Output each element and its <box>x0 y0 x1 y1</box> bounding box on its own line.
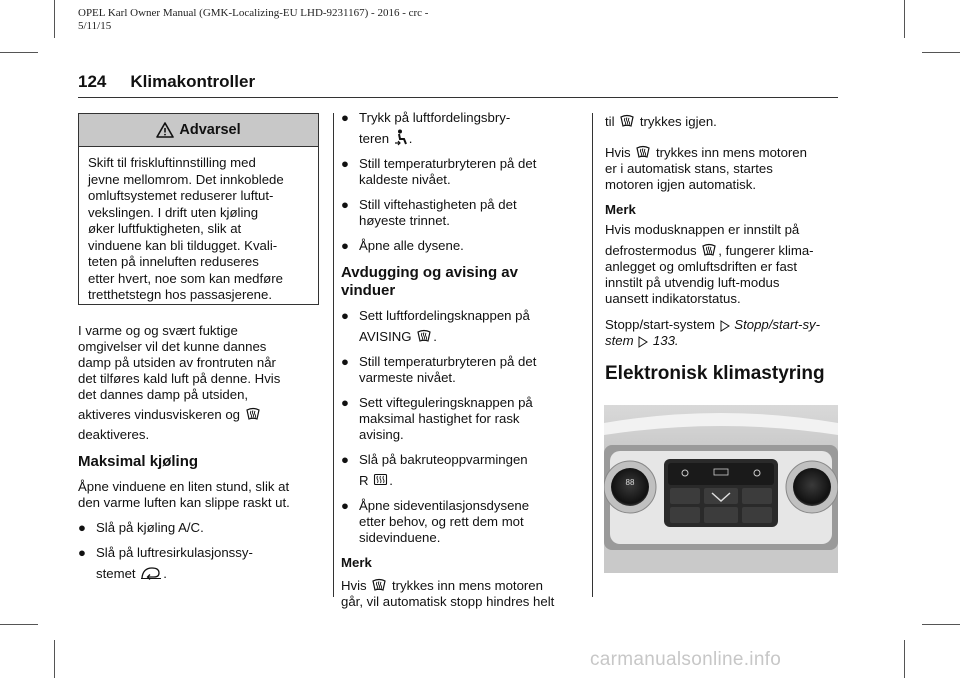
cross-reference-link[interactable]: stem <box>605 333 634 348</box>
text-line: går, vil automatisk stopp hindres helt <box>341 594 555 609</box>
text-line: , fungerer klima- <box>718 243 814 258</box>
paragraph-autostop <box>605 144 845 193</box>
warning-triangle-icon <box>156 122 174 138</box>
text-line: aktiveres vindusviskeren og <box>78 407 240 422</box>
crop-mark <box>922 52 960 53</box>
note-label: Merk <box>605 202 636 217</box>
text-line: er i automatisk stans, startes <box>605 161 773 176</box>
list-item: ● Åpne sideventilasjonsdysene etter behov, og rett dem mot sidevinduene. <box>341 498 530 545</box>
warning-line: jevne mellomrom. Det innkoblede <box>88 171 284 187</box>
warning-line: tretthetstegn hos passasjerene. <box>88 287 273 302</box>
text-line: Åpne vinduene en liten stund, slik at <box>78 479 290 494</box>
list-item-text: sidevinduene. <box>359 530 441 545</box>
column-1 <box>78 323 323 591</box>
list-item-text: . <box>389 473 393 488</box>
cross-reference-page[interactable]: 133. <box>652 333 679 348</box>
list-item: ● Trykk på luftfordelingsbry- teren . <box>341 110 511 146</box>
warning-line: vinduene kan bli tildugget. Kvali- <box>88 237 278 253</box>
warning-line: øker luftfuktigheten, slik at <box>88 221 242 236</box>
list-item-text: Trykk på luftfordelingsbry- <box>359 110 511 125</box>
crop-mark <box>54 0 55 38</box>
list-item: ● Sett luftfordelingsknappen på AVISING . <box>341 308 530 344</box>
windscreen-defrost-icon <box>245 406 261 422</box>
list-item-text: Still temperaturbryteren på det <box>359 156 537 171</box>
header-line-1: OPEL Karl Owner Manual (GMK-Localizing-EU LHD-9231167) - 2016 - crc - <box>78 7 429 19</box>
column-divider <box>333 113 334 597</box>
document-header <box>78 7 498 33</box>
text-line: Stopp/start-system <box>605 317 715 332</box>
temperature-display: 88 <box>625 478 635 487</box>
windscreen-defrost-icon <box>371 577 387 593</box>
list-item-text: Still temperaturbryteren på det <box>359 354 537 369</box>
text-line: den varme luften kan slippe raskt ut. <box>78 495 290 510</box>
warning-line: omluftsystemet reduserer luftut- <box>88 188 274 203</box>
crop-mark <box>922 624 960 625</box>
column-3 <box>605 113 845 393</box>
text-line: deaktiveres. <box>78 427 150 442</box>
warning-line: Skift til friskluftinnstilling med <box>88 155 256 170</box>
list-item-text: Sett vifteguleringsknappen på <box>359 395 533 410</box>
heading-line: Avdugging og avising av <box>341 264 518 281</box>
crop-mark <box>0 624 38 625</box>
list-item-text: stemet <box>96 566 136 581</box>
text-line: trykkes inn mens motoren <box>656 145 807 160</box>
list-item-text: Slå på bakruteoppvarmingen <box>359 452 528 467</box>
text-line: Hvis <box>341 578 367 593</box>
note-label: Merk <box>341 555 372 570</box>
crop-mark <box>0 52 38 53</box>
text-line: damp på utsiden av frontruten når <box>78 355 276 370</box>
list-item: ● Still viftehastigheten på det høyeste trinnet. <box>341 197 517 228</box>
list-item-text: kaldeste nivået. <box>359 172 451 187</box>
list-item-text: etter behov, og rett dem mot <box>359 514 524 529</box>
section-heading-electronic-climate: Elektronisk klimastyring <box>605 363 825 384</box>
warning-line: teten på inneluften reduseres <box>88 254 259 269</box>
text-line: trykkes inn mens motoren <box>392 578 543 593</box>
page-reference-arrow-icon <box>638 336 648 348</box>
page-reference-arrow-icon <box>720 320 730 332</box>
note-paragraph <box>605 222 845 307</box>
text-line: Hvis modusknappen er innstilt på <box>605 222 800 237</box>
cross-reference-link[interactable]: Stopp/start-sy- <box>734 317 821 332</box>
text-line: I varme og og svært fuktige <box>78 323 238 338</box>
climate-panel-illustration <box>604 405 838 573</box>
list-item: ● Sett vifteguleringsknappen på maksimal hastighet for rask avising. <box>341 395 533 442</box>
list-item: ● Åpne alle dysene. <box>341 238 464 253</box>
warning-box <box>78 113 319 305</box>
text-line: Hvis <box>605 145 631 160</box>
warning-text <box>79 147 318 312</box>
list-item-text: . <box>433 329 437 344</box>
page-heading <box>78 72 255 92</box>
list-item-text: R <box>359 473 369 488</box>
list-item-text: varmeste nivået. <box>359 370 456 385</box>
warning-line: vekslingen. I drift uten kjøling <box>88 204 259 220</box>
section-heading-defogging <box>341 264 581 300</box>
airflow-floor-icon <box>394 129 408 146</box>
windscreen-defrost-icon <box>416 328 432 344</box>
windscreen-defrost-icon <box>619 113 635 129</box>
list-item-text: avising. <box>359 427 404 442</box>
header-rule <box>78 97 838 98</box>
list-item-text: Åpne sideventilasjonsdysene <box>359 498 530 513</box>
air-recirculation-icon <box>140 565 162 581</box>
list-item-text: Sett luftfordelingsknappen på <box>359 308 530 323</box>
text-line: motoren igjen automatisk. <box>605 177 756 192</box>
list-item: ● Slå på luftresirkulasjonssy- stemet . <box>78 545 253 581</box>
crop-mark <box>904 0 905 38</box>
list-item-text: . <box>408 131 413 146</box>
page-title: Klimakontroller <box>130 72 256 91</box>
column-divider <box>592 113 593 597</box>
text-line: trykkes igjen. <box>639 114 717 129</box>
list-item-text: Åpne alle dysene. <box>359 238 464 253</box>
text-line: anlegget og omluftsdriften er fast <box>605 259 798 274</box>
paragraph-open-windows <box>78 479 323 511</box>
note-paragraph <box>341 575 581 610</box>
list-item-text: AVISING <box>359 329 412 344</box>
list-item-text: Still viftehastigheten på det <box>359 197 517 212</box>
list-item-text: Slå på luftresirkulasjonssy- <box>96 545 253 560</box>
text-line: det tilføres kald luft på denne. Hvis <box>78 371 281 386</box>
crop-mark <box>904 640 905 678</box>
list-item-text: maksimal hastighet for rask <box>359 411 520 426</box>
windscreen-defrost-icon <box>701 242 717 258</box>
section-heading-max-cooling: Maksimal kjøling <box>78 453 199 470</box>
heading-line: vinduer <box>341 282 396 299</box>
warning-title: Advarsel <box>179 122 241 138</box>
warning-line: etter hvert, noe som kan medføre <box>88 270 283 286</box>
list-item-text: . <box>163 566 167 581</box>
list-item-text: høyeste trinnet. <box>359 213 450 228</box>
header-line-2: 5/11/15 <box>78 20 112 32</box>
text-line: det dannes damp på utsiden, <box>78 387 249 402</box>
text-line: til <box>605 114 615 129</box>
list-item: ● Still temperaturbryteren på det varmeste nivået. <box>341 354 537 385</box>
text-line: omgivelser vil det kunne dannes <box>78 339 267 354</box>
crop-mark <box>54 640 55 678</box>
text-line: defrostermodus <box>605 243 697 258</box>
list-item-text: teren <box>359 131 390 146</box>
watermark: carmanualsonline.info <box>590 649 782 670</box>
climate-control-photo <box>604 405 838 573</box>
column-2 <box>341 110 581 619</box>
text-line: innstilt på utvendig luft-modus <box>605 275 780 290</box>
paragraph-continued <box>605 113 845 130</box>
list-item: ● Still temperaturbryteren på det kaldeste nivået. <box>341 156 537 187</box>
list-item-text: Slå på kjøling A/C. <box>96 520 204 535</box>
text-line: uansett indikatorstatus. <box>605 291 741 306</box>
windscreen-defrost-icon <box>635 144 651 160</box>
list-item: ● Slå på kjøling A/C. <box>78 520 204 535</box>
rear-window-defrost-icon <box>373 473 388 488</box>
paragraph-fogging <box>78 323 323 443</box>
page-number: 124 <box>78 72 107 91</box>
warning-header <box>79 114 318 147</box>
list-item: ● Slå på bakruteoppvarmingen R . <box>341 452 528 488</box>
cross-reference <box>605 317 845 349</box>
